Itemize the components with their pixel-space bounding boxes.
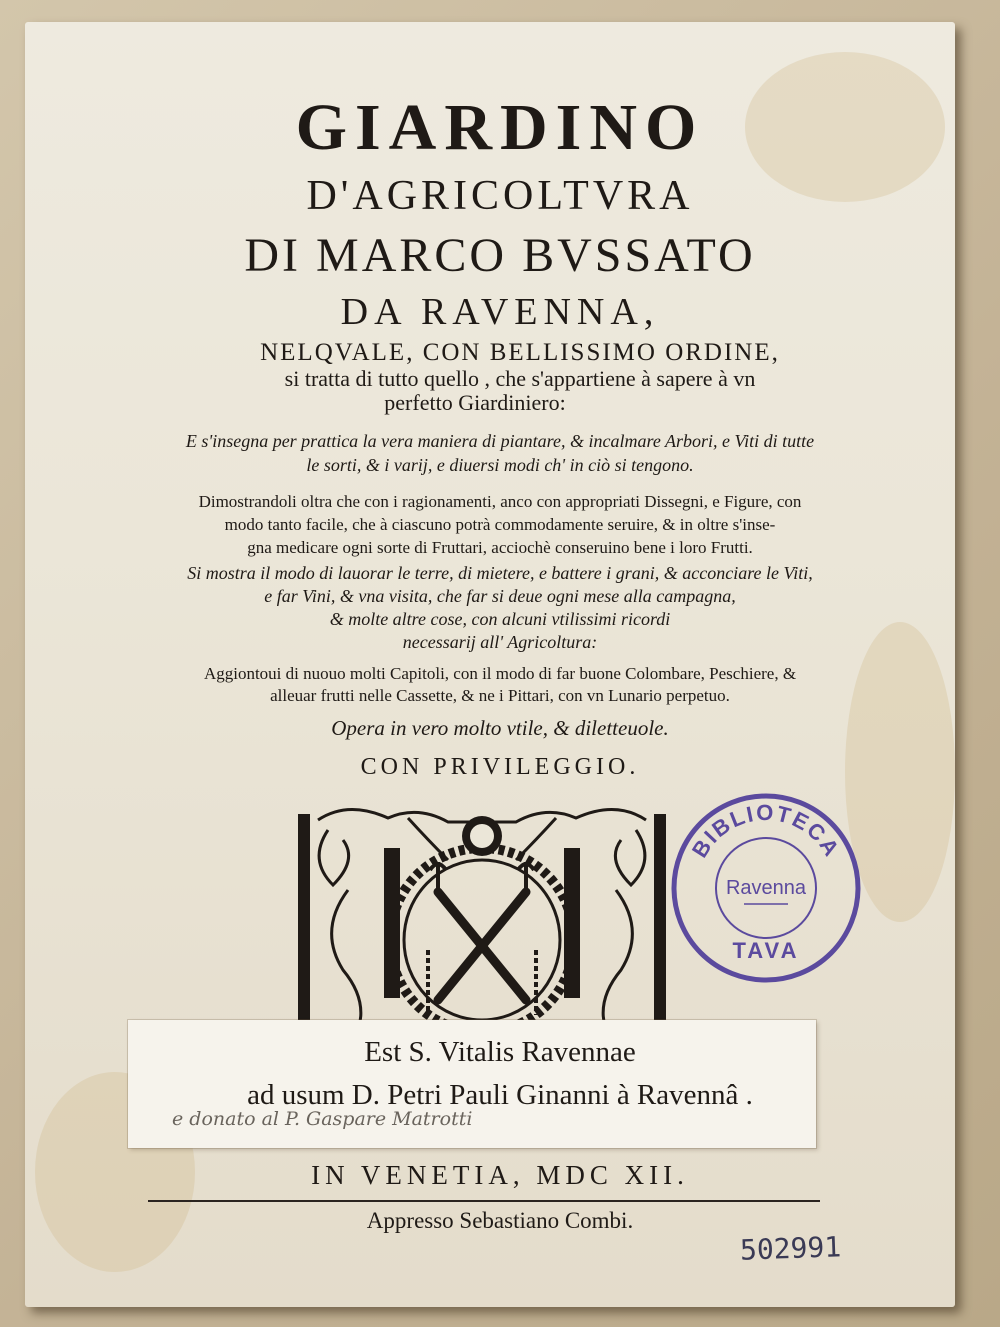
ownership-label-line-2: ad usum D. Petri Pauli Ginanni à Ravennâ .	[247, 1079, 753, 1111]
title-line-3: DI MARCO BVSSATO	[244, 229, 756, 282]
svg-text:BIBLIOTECA	[687, 800, 845, 862]
paragraph-1-line: le sorti, & i varij, e diuersi modi ch' in ciò si tengono.	[306, 455, 694, 475]
stamp-bottom-text: TAVA	[732, 938, 800, 963]
subtitle-line-2: si tratta di tutto quello , che s'appartiene à sapere à vn	[284, 366, 756, 391]
privilege-line: CON PRIVILEGGIO.	[360, 754, 640, 780]
printers-device-woodcut	[288, 800, 676, 1030]
title-line-1: GIARDINO	[295, 91, 705, 164]
paragraph-2-line: gna medicare ogni sorte di Fruttari, acciochè conseruino bene i loro Frutti.	[247, 538, 753, 557]
shelfmark: 502991	[739, 1230, 842, 1267]
subtitle-line-3: perfetto Giardiniero:	[384, 390, 566, 415]
opera-line: Opera in vero molto vtile, & diletteuole.	[331, 716, 669, 740]
imprint-line: IN VENETIA, MDC XII.	[311, 1160, 689, 1190]
stamp-top-text: BIBLIOTECA	[686, 799, 846, 862]
paragraph-1-line: E s'insegna per prattica la vera maniera di piantare, & incalmare Arbori, e Viti di tutte	[185, 431, 815, 451]
paragraph-2-line: modo tanto facile, che à ciascuno potrà commodamente seruire, & in oltre s'inse-	[224, 515, 776, 534]
ownership-label-line-1: Est S. Vitalis Ravennae	[364, 1036, 636, 1068]
stamp-center-text: Ravenna	[725, 877, 807, 899]
paragraph-4-line: alleuar frutti nelle Cassette, & ne i Pittari, con vn Lunario perpetuo.	[270, 686, 730, 705]
paragraph-2-line: Dimostrandoli oltra che con i ragionamenti, anco con appropriati Dissegni, e Figure, con	[198, 492, 802, 511]
paragraph-3-line: e far Vini, & vna visita, che far si deue ogni mese alla campagna,	[264, 586, 736, 606]
library-stamp	[668, 790, 864, 986]
paragraph-3-line: & molte altre cose, con alcuni vtilissimi ricordi	[329, 609, 671, 629]
handwritten-note: e donato al P. Gaspare Matrotti	[172, 1108, 473, 1130]
imprint-rule	[148, 1200, 820, 1202]
subtitle-line-1: NELQVALE, CON BELLISSIMO ORDINE,	[260, 339, 780, 366]
paragraph-4-line: Aggiontoui di nuouo molti Capitoli, con il modo di far buone Colombare, Peschiere, &	[203, 664, 797, 683]
title-line-2: D'AGRICOLTVRA	[306, 173, 694, 219]
title-line-4: DA RAVENNA,	[340, 291, 660, 333]
paragraph-3-line: necessarij all' Agricoltura:	[402, 632, 598, 652]
printer-line: Appresso Sebastiano Combi.	[366, 1208, 634, 1233]
paragraph-3-line: Si mostra il modo di lauorar le terre, di mietere, e battere i grani, & acconciare le Viti,	[187, 563, 813, 583]
